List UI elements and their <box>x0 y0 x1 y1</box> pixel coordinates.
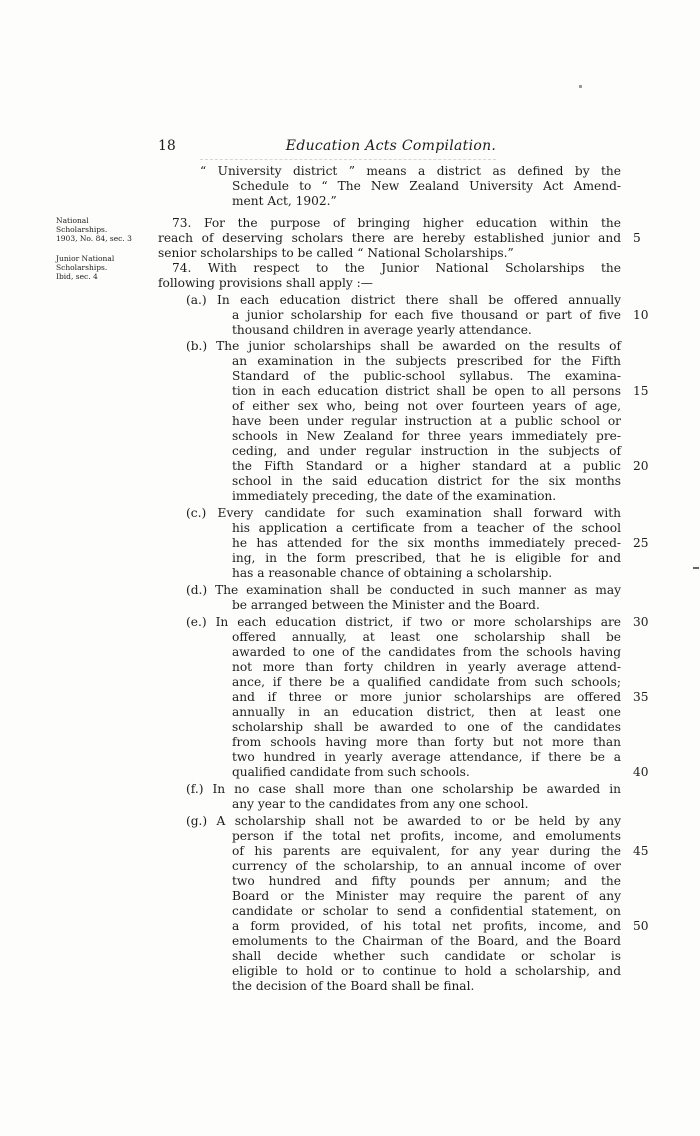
body-line: two hundred in yearly average attendance, if there be a <box>232 750 621 764</box>
body-line: senior scholarships to be called “ National Scholarships.” <box>158 246 514 260</box>
line-number: 20 <box>633 459 649 473</box>
body-line: ance, if there be a qualified candidate from such schools; <box>232 675 621 689</box>
body-line: Board or the Minister may require the parent of any <box>232 889 621 903</box>
sidenote-junior-national-scholarships <box>56 254 156 281</box>
sidenote-title-line: Scholarships. <box>56 225 108 234</box>
line-number: 25 <box>633 536 649 550</box>
body-line: has a reasonable chance of obtaining a scholarship. <box>232 566 553 580</box>
body-line: the decision of the Board shall be final. <box>232 979 475 993</box>
body-line: not more than forty children in yearly average attend- <box>232 660 621 674</box>
line-number: 45 <box>633 844 649 858</box>
body-line: ment Act, 1902.” <box>232 194 337 208</box>
body-line: a form provided, of his total net profits, income, and <box>232 919 621 933</box>
line-number: 10 <box>633 308 649 322</box>
line-number: 40 <box>633 765 649 779</box>
sidenote-title-line: Junior National <box>56 254 115 263</box>
running-title: Education Acts Compilation. <box>285 138 497 154</box>
body-line: any year to the candidates from any one school. <box>232 797 529 811</box>
body-line: eligible to hold or to continue to hold a scholarship, and <box>232 964 621 978</box>
body-line: and if three or more junior scholarships are offered <box>232 690 621 704</box>
sidenote-title-line: Scholarships. <box>56 263 108 272</box>
body-line: of either sex who, being not over fourteen years of age, <box>232 399 621 413</box>
body-line: he has attended for the six months immediately preced- <box>232 536 621 550</box>
line-number: 50 <box>633 919 649 933</box>
body-line: following provisions shall apply :— <box>158 276 373 290</box>
line-number: 30 <box>633 615 649 629</box>
body-line: currency of the scholarship, to an annual income of over <box>232 859 621 873</box>
line-number: 35 <box>633 690 649 704</box>
body-line: tion in each education district shall be open to all persons <box>232 384 621 398</box>
body-line: 74. With respect to the Junior National Scholarships the <box>172 261 621 275</box>
body-line: from schools having more than forty but not more than <box>232 735 621 749</box>
body-line: (d.) The examination shall be conducted in such manner as may <box>186 583 621 597</box>
body-line: (f.) In no case shall more than one scholarship be awarded in <box>186 782 621 796</box>
body-line: school in the said education district for the six months <box>232 474 621 488</box>
sidenote-national-scholarships <box>56 216 156 243</box>
body-line: reach of deserving scholars there are hereby established junior and <box>158 231 621 245</box>
body-line: emoluments to the Chairman of the Board, and the Board <box>232 934 621 948</box>
body-line: (b.) The junior scholarships shall be awarded on the results of <box>186 339 621 353</box>
body-line: (a.) In each education district there shall be offered annually <box>186 293 621 307</box>
page-header <box>158 138 624 158</box>
body-line: two hundred and fifty pounds per annum; and the <box>232 874 621 888</box>
body-line: scholarship shall be awarded to one of the candidates <box>232 720 621 734</box>
sidenote-title-line: National <box>56 216 89 225</box>
body-line: be arranged between the Minister and the Board. <box>232 598 540 612</box>
header-rule <box>200 159 496 160</box>
body-line: thousand children in average yearly attendance. <box>232 323 532 337</box>
body-line: schools in New Zealand for three years immediately pre- <box>232 429 621 443</box>
body-line: “ University district ” means a district as defined by the <box>200 164 621 178</box>
body-line: Schedule to “ The New Zealand University Act Amend- <box>232 179 621 193</box>
line-number: 5 <box>633 231 641 245</box>
body-line: annually in an education district, then at least one <box>232 705 621 719</box>
body-line: Standard of the public-school syllabus. The examina- <box>232 369 621 383</box>
body-line: ing, in the form prescribed, that he is eligible for and <box>232 551 621 565</box>
body-line: candidate or scholar to send a confidential statement, on <box>232 904 621 918</box>
body-line: shall decide whether such candidate or scholar is <box>232 949 621 963</box>
page-number: 18 <box>158 138 176 154</box>
body-line: qualified candidate from such schools. <box>232 765 470 779</box>
body-line: (e.) In each education district, if two or more scholarships are <box>186 615 621 629</box>
body-line: immediately preceding, the date of the examination. <box>232 489 557 503</box>
body-line: have been under regular instruction at a public school or <box>232 414 621 428</box>
body-line: his application a certificate from a teacher of the school <box>232 521 621 535</box>
sidenote-ref: Ibid, sec. 4 <box>56 272 98 281</box>
body-line: 73. For the purpose of bringing higher education within the <box>172 216 621 230</box>
body-line: (c.) Every candidate for such examination shall forward with <box>186 506 621 520</box>
body-line: awarded to one of the candidates from the schools having <box>232 645 621 659</box>
body-line: ceding, and under regular instruction in the subjects of <box>232 444 621 458</box>
scan-mark <box>579 85 582 88</box>
body-line: an examination in the subjects prescribed for the Fifth <box>232 354 621 368</box>
line-number: 15 <box>633 384 649 398</box>
body-line: offered annually, at least one scholarship shall be <box>232 630 621 644</box>
sidenote-ref: 1903, No. 84, sec. 3 <box>56 234 132 243</box>
body-line: (g.) A scholarship shall not be awarded to or be held by any <box>186 814 621 828</box>
body-line: a junior scholarship for each five thousand or part of five <box>232 308 621 322</box>
scan-mark <box>693 567 699 569</box>
body-line: the Fifth Standard or a higher standard at a public <box>232 459 621 473</box>
body-line: of his parents are equivalent, for any year during the <box>232 844 621 858</box>
body-line: person if the total net profits, income, and emoluments <box>232 829 621 843</box>
